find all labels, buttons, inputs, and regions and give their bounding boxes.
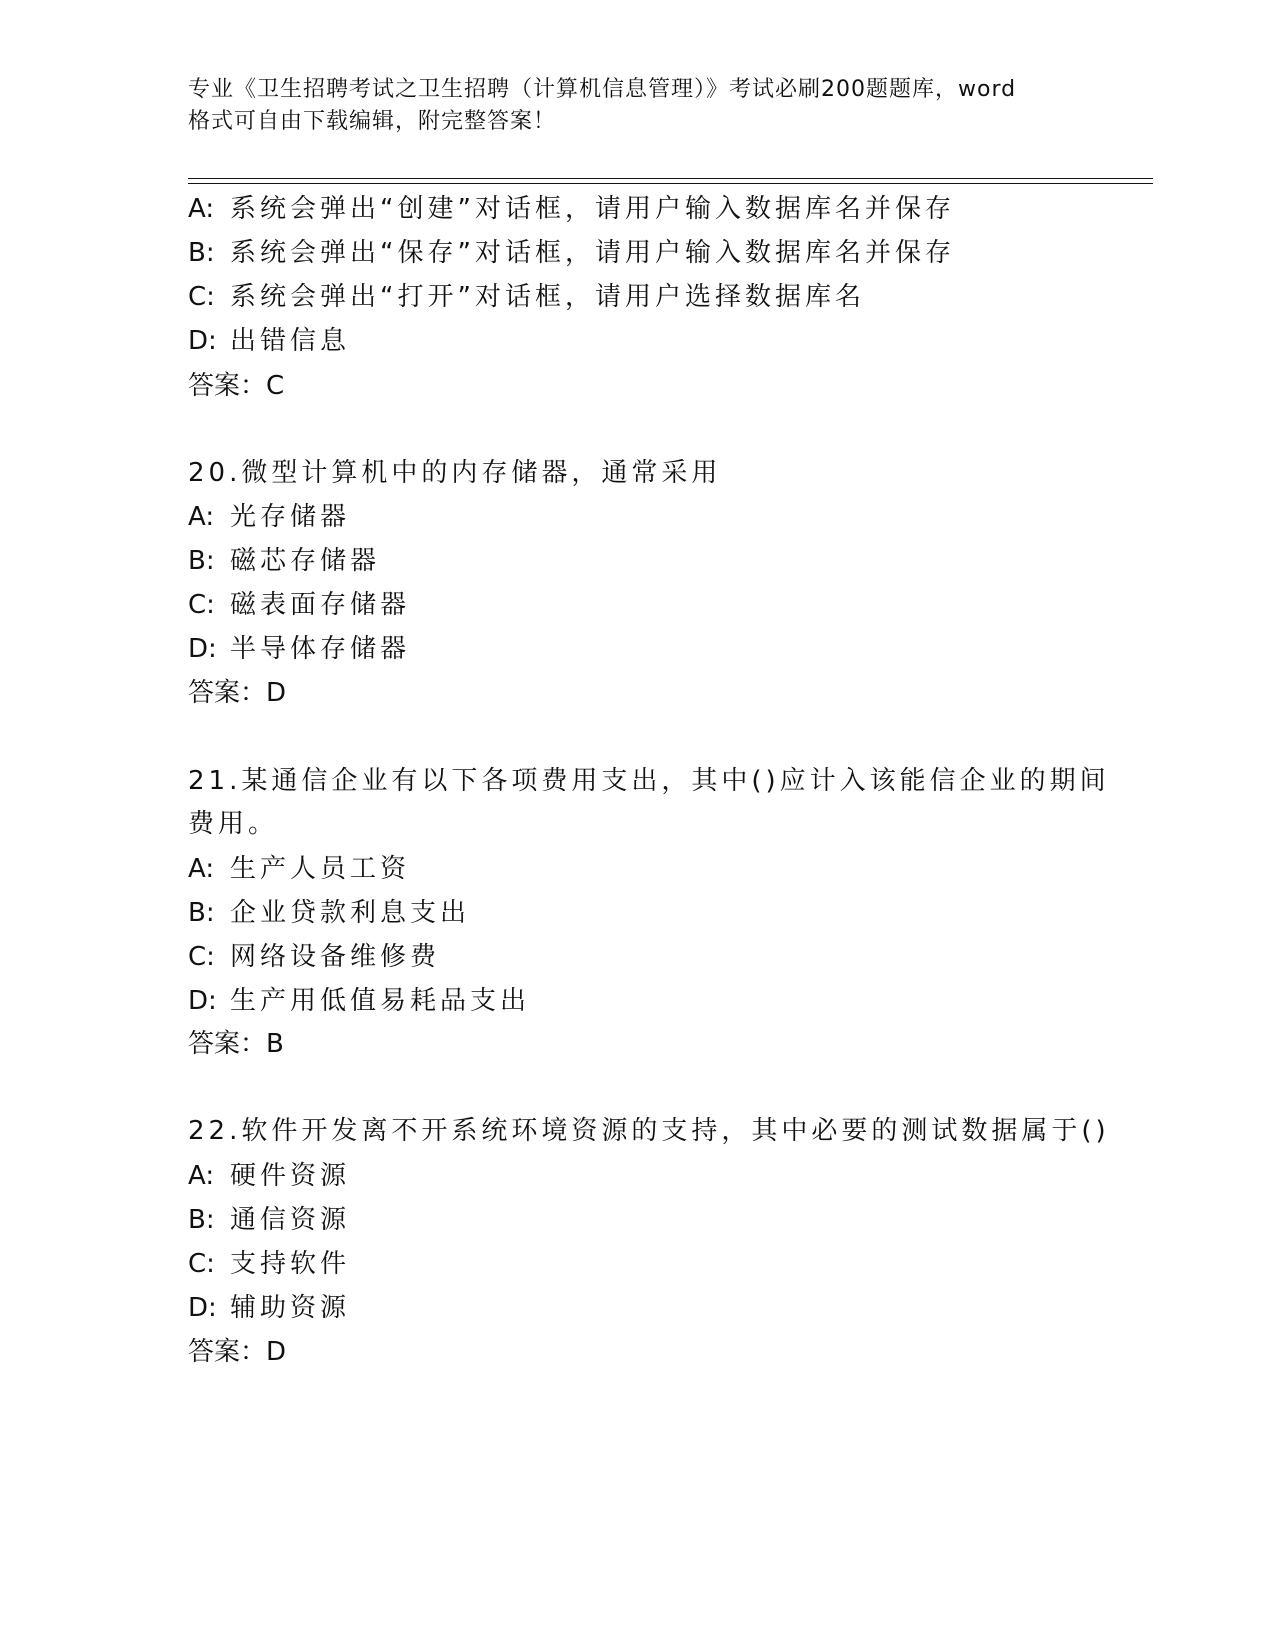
q19-answer: 答案：C [188, 371, 285, 401]
q19-option-b: B: 系统会弹出“保存”对话框，请用户输入数据库名并保存 [188, 238, 955, 268]
q21-question-line-1: 21.某通信企业有以下各项费用支出，其中()应计入该能信企业的期间 [188, 766, 1110, 796]
q20-question: 20.微型计算机中的内存储器，通常采用 [188, 458, 722, 488]
header-divider-bottom [188, 183, 1153, 184]
q22-question: 22.软件开发离不开系统环境资源的支持，其中必要的测试数据属于() [188, 1116, 1110, 1146]
q20-option-b: B: 磁芯存储器 [188, 546, 381, 576]
q22-option-d: D: 辅助资源 [188, 1293, 351, 1323]
header-divider-top [188, 178, 1153, 179]
q21-answer: 答案：B [188, 1029, 284, 1059]
q22-answer: 答案：D [188, 1337, 287, 1367]
q19-option-d: D: 出错信息 [188, 326, 351, 356]
q19-option-c: C: 系统会弹出“打开”对话框，请用户选择数据库名 [188, 282, 865, 312]
q21-option-b: B: 企业贷款利息支出 [188, 898, 471, 928]
q20-option-d: D: 半导体存储器 [188, 634, 411, 664]
q21-option-c: C: 网络设备维修费 [188, 942, 441, 972]
document-header [188, 74, 1088, 138]
q21-option-a: A: 生产人员工资 [188, 854, 411, 884]
q22-option-b: B: 通信资源 [188, 1205, 351, 1235]
q20-option-c: C: 磁表面存储器 [188, 590, 411, 620]
q21-question-line-2: 费用。 [188, 809, 279, 839]
q19-option-a: A: 系统会弹出“创建”对话框，请用户输入数据库名并保存 [188, 194, 955, 224]
header-line-2: 格式可自由下载编辑，附完整答案！ [188, 109, 557, 134]
q22-option-c: C: 支持软件 [188, 1249, 351, 1279]
q20-answer: 答案：D [188, 678, 287, 708]
q22-option-a: A: 硬件资源 [188, 1161, 351, 1191]
header-line-1: 专业《卫生招聘考试之卫生招聘（计算机信息管理）》考试必刷200题题库，word [188, 77, 1017, 102]
q20-option-a: A: 光存储器 [188, 502, 351, 532]
q21-option-d: D: 生产用低值易耗品支出 [188, 986, 531, 1016]
